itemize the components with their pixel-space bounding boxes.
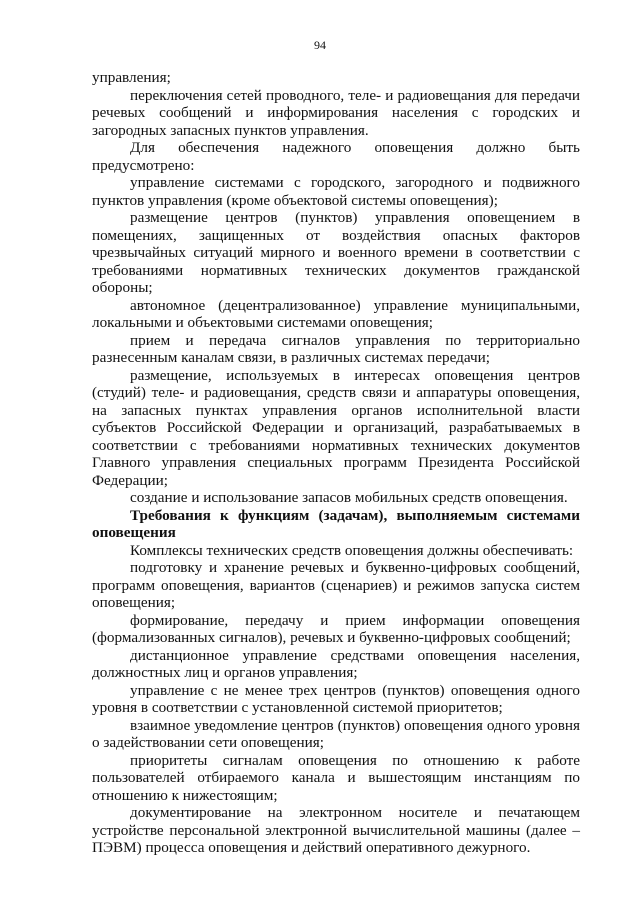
paragraph: Комплексы технических средств оповещения должны обеспечивать: <box>130 541 574 559</box>
page-number: 94 <box>314 38 326 52</box>
paragraph: приоритеты сигналам оповещения по отношению к работе пользователей отбираемого канала и вышестоящим инстанциям по отношению к нижестоящим; <box>92 751 580 804</box>
paragraph: Для обеспечения надежного оповещения должно быть предусмотрено: <box>92 139 580 174</box>
paragraph: управление с не менее трех центров (пунктов) оповещения одного уровня в соответствии с установленной системой приоритетов; <box>92 681 580 716</box>
body-text <box>92 69 580 857</box>
paragraph: взаимное уведомление центров (пунктов) оповещения одного уровня о задействовании сети оповещения; <box>92 716 580 751</box>
paragraph: размещение центров (пунктов) управления оповещением в помещениях, защищенных от воздействия опасных факторов чрезвычайных ситуаций мирного и военного времени в соответствии с требованиями нормативных технических документов гражданской обороны; <box>92 209 580 296</box>
paragraph: управления; <box>92 69 171 86</box>
paragraph: формирование, передачу и прием информации оповещения (формализованных сигналов), речевых и буквенно-цифровых сообщений; <box>92 611 580 646</box>
paragraph: переключения сетей проводного, теле- и радиовещания для передачи речевых сообщений и информирования населения с городских и загородных запасных пунктов управления. <box>92 86 580 139</box>
paragraph: дистанционное управление средствами оповещения населения, должностных лиц и органов управления; <box>92 646 580 681</box>
paragraph: автономное (децентрализованное) управление муниципальными, локальными и объектовыми системами оповещения; <box>92 296 580 331</box>
paragraph: размещение, используемых в интересах оповещения центров (студий) теле- и радиовещания, средств связи и аппаратуры оповещения, на запасных пунктах управления органов исполнительной власти субъектов Российской Федерации и организаций, разрабатываемых в соответствии с требованиями нормативных технических документов Главного управления специальных программ Президента Российской Федерации; <box>92 366 580 489</box>
section-heading: Требования к функциям (задачам), выполняемым системами оповещения <box>92 506 580 541</box>
paragraph: управление системами с городского, загородного и подвижного пунктов управления (кроме объектовой системы оповещения); <box>92 174 580 209</box>
paragraph: подготовку и хранение речевых и буквенно-цифровых сообщений, программ оповещения, вариантов (сценариев) и режимов запуска систем оповещения; <box>92 559 580 611</box>
paragraph: прием и передача сигналов управления по территориально разнесенным каналам связи, в различных системах передачи; <box>92 331 580 366</box>
paragraph: создание и использование запасов мобильных средств оповещения. <box>130 489 568 506</box>
paragraph: документирование на электронном носителе и печатающем устройстве персональной электронной вычислительной машины (далее – ПЭВМ) процесса оповещения и действий оперативного дежурного. <box>92 804 580 856</box>
